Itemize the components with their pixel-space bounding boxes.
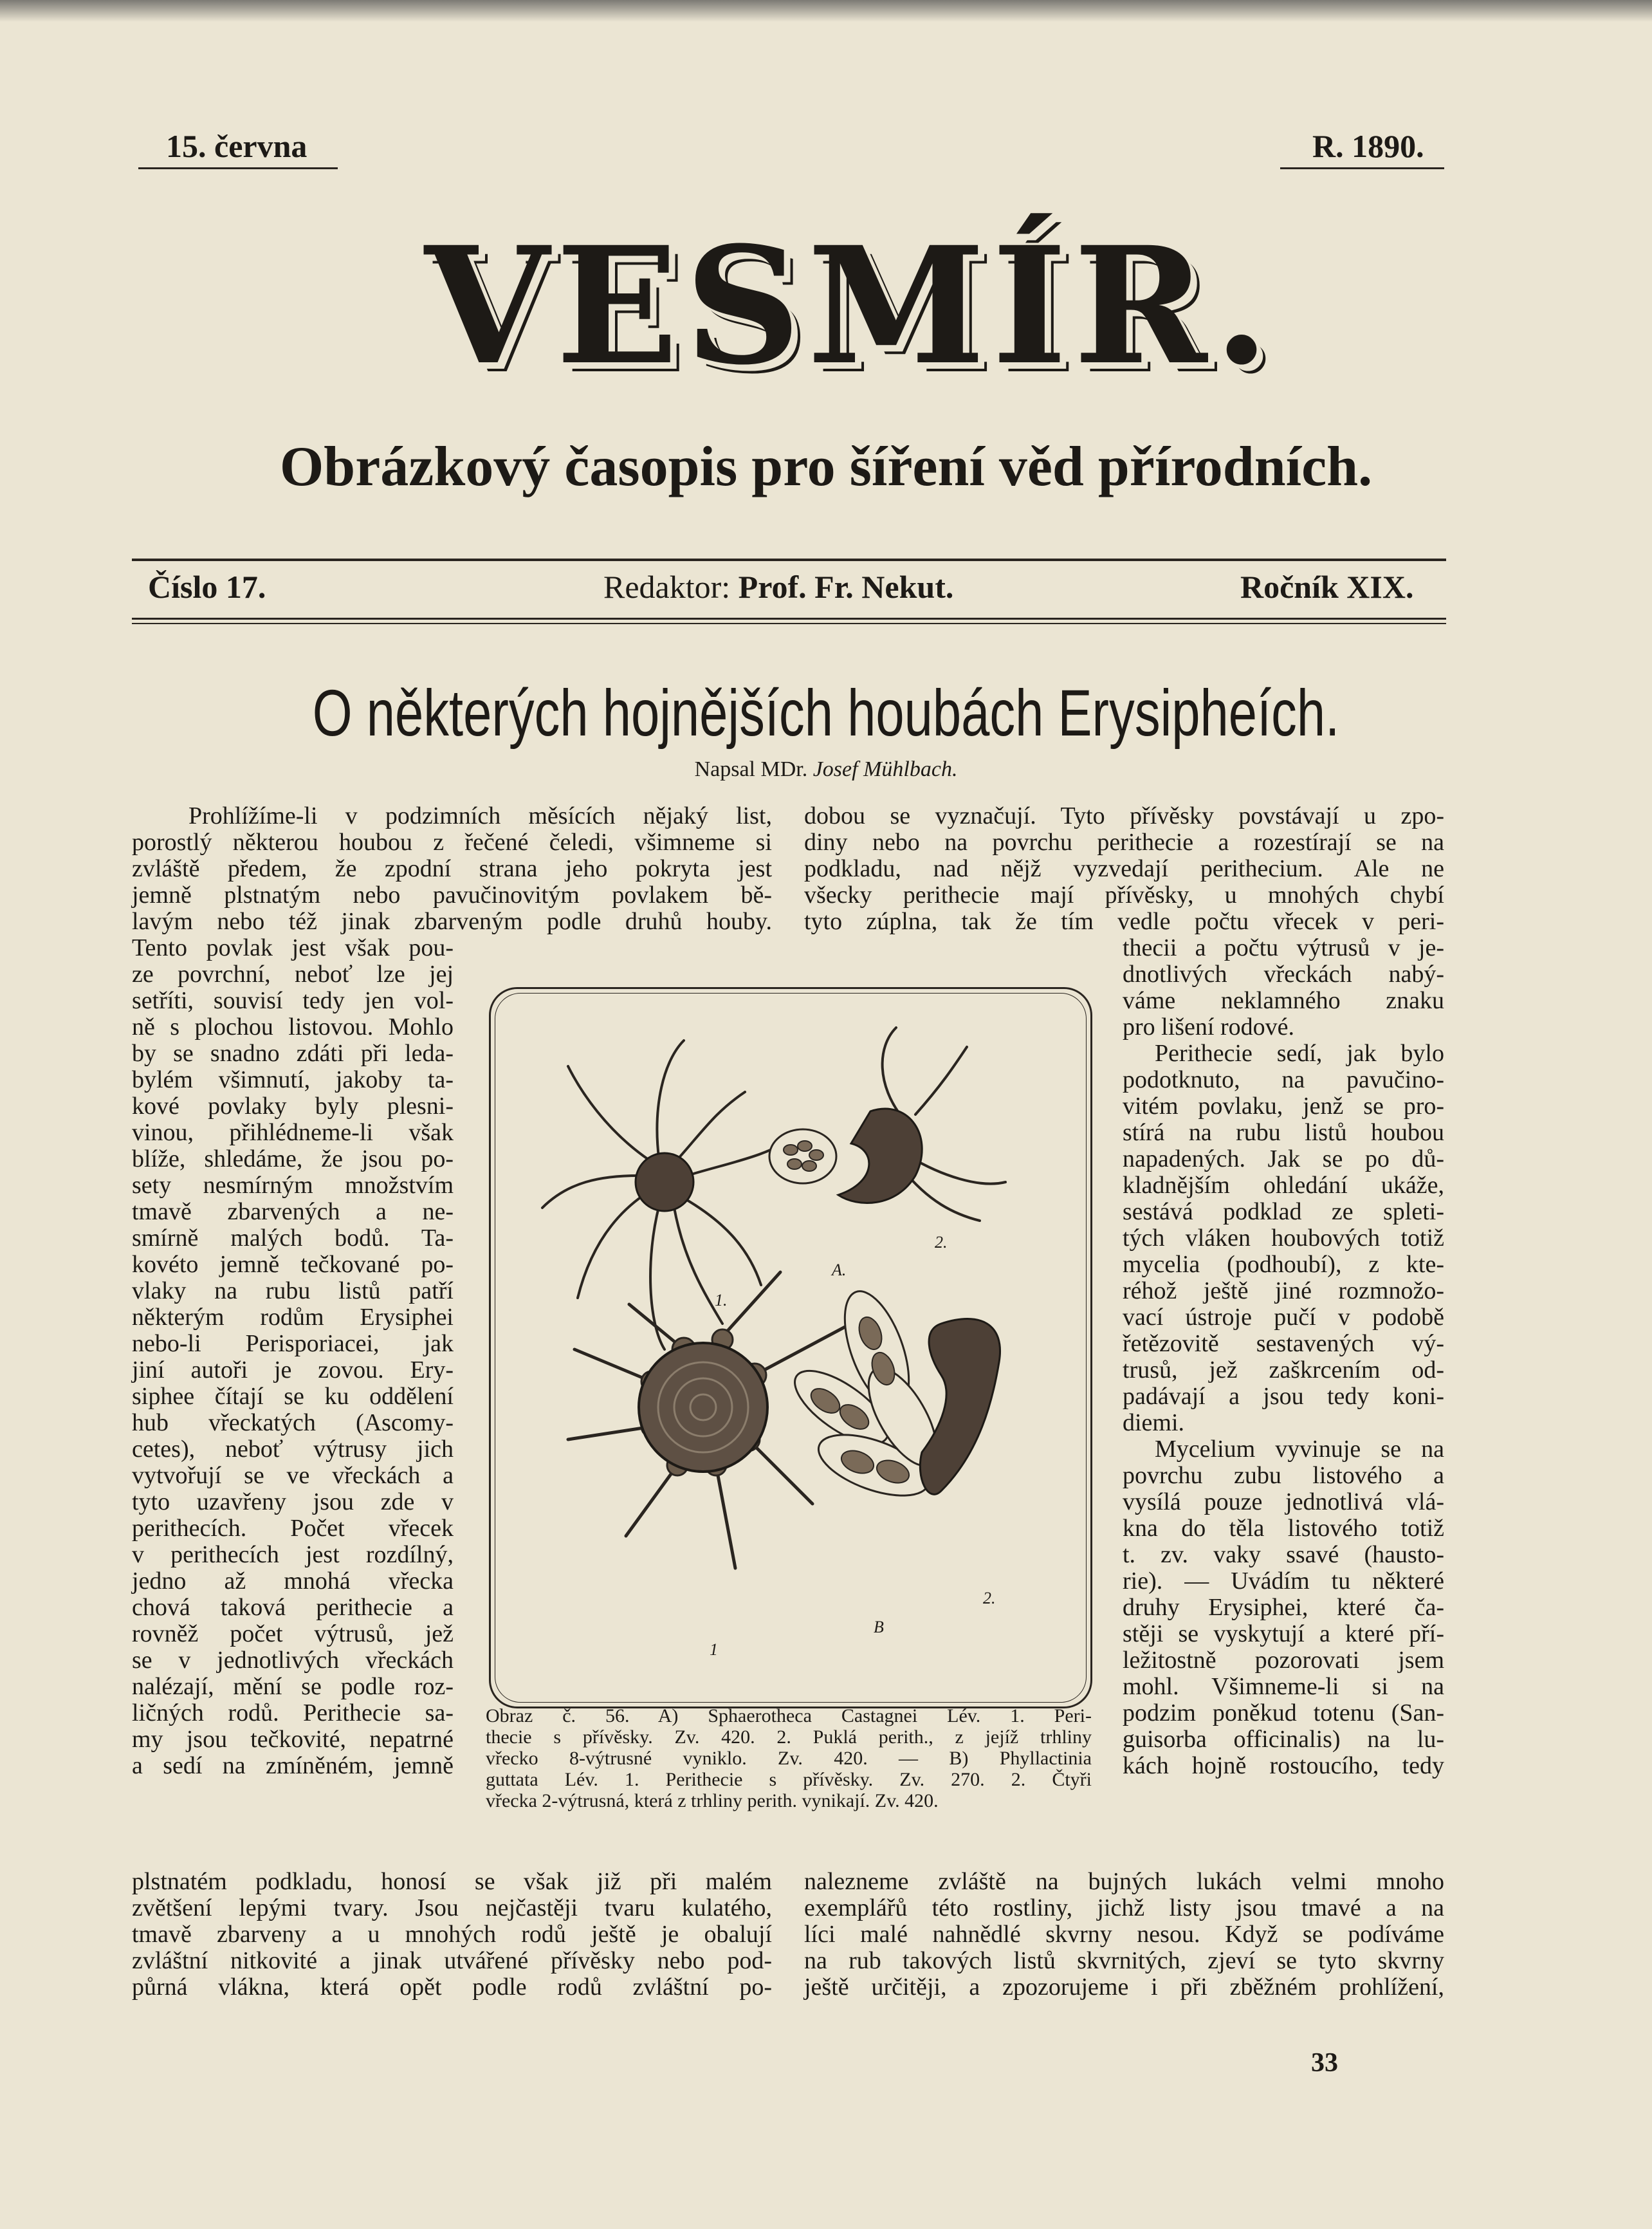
- text-line: jiní autoři je zovou. Ery-: [132, 1356, 454, 1383]
- text-line: tých vláken houbových totiž: [1123, 1225, 1444, 1252]
- text-line: ležitostně pozorovati jsem: [1123, 1647, 1444, 1674]
- perithecium-b1-appendages: [568, 1272, 851, 1568]
- text-line: cetes), neboť výtrusy jich: [132, 1436, 454, 1463]
- text-line: jemně plstnatým nebo pavučinovitým povlakem bě-: [132, 882, 772, 909]
- article-title: O některých hojnějších houbách Erysipheích.: [312, 676, 1340, 750]
- text-line: sety nesmírným množstvím: [132, 1172, 454, 1199]
- editor-name: Prof. Fr. Nekut.: [738, 569, 954, 605]
- text-line: zvětšení lepými tvary. Jsou nejčastěji tvaru kulatého,: [132, 1894, 772, 1921]
- text-line: siphee čítají se ku oddělení: [132, 1383, 454, 1410]
- text-line: tmavě zbarveny a u mnohých rodů ještě je obalují: [132, 1921, 772, 1948]
- text-line: vací ústroje pučí v podobě: [1123, 1304, 1444, 1331]
- figure-label-a1: 1.: [715, 1291, 728, 1309]
- perithecium-wall-b2: [920, 1319, 1000, 1495]
- figure-caption: [486, 1705, 1092, 1811]
- text-line: líci malé nahnědlé skvrny nesou. Když se podíváme: [804, 1921, 1444, 1948]
- editor-line: [603, 568, 953, 606]
- text-line: réhož ještě jiné rozmnožo-: [1123, 1277, 1444, 1304]
- figure-labels: [710, 1233, 996, 1659]
- text-line: smírně malých bodů. Ta-: [132, 1225, 454, 1252]
- text-line: t. zv. vaky ssavé (hausto-: [1123, 1541, 1444, 1568]
- text-line: nalezneme zvláště na bujných lukách velmi mnoho: [804, 1868, 1444, 1895]
- figure-label-b2: 2.: [983, 1589, 996, 1607]
- text-line: podotknuto, na pavučino-: [1123, 1066, 1444, 1093]
- col1-narrow-text: [132, 935, 454, 1779]
- figure-frame: [489, 987, 1092, 1708]
- issue-year: R. 1890.: [1312, 128, 1424, 164]
- text-line: Mycelium vyvinuje se na: [1155, 1436, 1444, 1463]
- text-line: trusů, jež zaškrcením od-: [1123, 1356, 1444, 1383]
- figure-label-b: B: [874, 1618, 884, 1636]
- text-line: exemplářů této rostliny, jichž listy jsou tmavé a na: [804, 1894, 1444, 1921]
- text-line: kové povlaky byly plesni-: [132, 1093, 454, 1120]
- issue-bar-bottom-rule: [132, 618, 1446, 620]
- text-line: Prohlížíme-li v podzimních měsících nějaký list,: [188, 802, 772, 829]
- text-line: ličných rodů. Perithecie sa-: [132, 1699, 454, 1726]
- col1-bottom-paragraph: [132, 1869, 772, 2001]
- text-line: mycelia (podhoubí), z kte-: [1123, 1251, 1444, 1278]
- text-line: napadených. Jak se po dů-: [1123, 1145, 1444, 1172]
- text-line: Tento povlak jest však pou-: [132, 934, 454, 961]
- text-line: stírá na rubu listů houbou: [1123, 1119, 1444, 1146]
- burst-perithecium-a2: [838, 1109, 922, 1203]
- text-line: tmavě zbarvených a ne-: [132, 1198, 454, 1225]
- page-number: 33: [1311, 2048, 1338, 2078]
- text-line: všecky perithecie mají přívěsky, u mnohých chybí: [804, 882, 1444, 909]
- text-line: mohl. Všimneme-li si na: [1123, 1673, 1444, 1700]
- text-line: tyto zúplna, tak že tím vedle počtu vřecek v peri-: [804, 908, 1444, 935]
- text-line: sestává podklad ze spleti-: [1123, 1198, 1444, 1225]
- text-line: thecii a počtu výtrusů v je-: [1123, 934, 1444, 961]
- text-line: guisorba officinalis) na lu-: [1123, 1726, 1444, 1753]
- text-line: se v jednotlivých vřeckách: [132, 1647, 454, 1674]
- text-line: kna do těla listového totiž: [1123, 1515, 1444, 1542]
- text-line: některým rodům Erysiphei: [132, 1304, 454, 1331]
- ascus-a2: [769, 1129, 836, 1183]
- text-line: dobou se vyznačují. Tyto přívěsky povstávají u zpo-: [804, 802, 1444, 829]
- text-line: zvláště předem, že zpodní strana jeho pokryta jest: [132, 855, 772, 882]
- text-line: vlaky na rubu listů patří: [132, 1277, 454, 1304]
- perithecium-a1: [636, 1153, 693, 1211]
- text-line: na rub takových listů skvrnitých, zjeví se tyto skvrny: [804, 1947, 1444, 1974]
- text-line: dnotlivých vřeckách nabý-: [1123, 961, 1444, 988]
- masthead-title: VESMÍR.: [425, 211, 1276, 400]
- perithecium-a1-appendages: [542, 1041, 793, 1349]
- text-line: vysílá pouze jednotlivá vlá-: [1123, 1488, 1444, 1515]
- text-line: nebo-li Perisporiacei, jak: [132, 1330, 454, 1357]
- perithecium-b1: [639, 1343, 767, 1472]
- header-rule-left: [138, 167, 338, 169]
- caption-line: Obraz č. 56. A) Sphaerotheca Castagnei Lév. 1. Peri-: [486, 1705, 1092, 1726]
- text-line: blíže, shledáme, že jsou po-: [132, 1145, 454, 1172]
- text-line: porostlý některou houbou z řečené čeledi, všimneme si: [132, 829, 772, 856]
- header-rule-right: [1280, 167, 1444, 169]
- text-line: kovéto jemně tečkované po-: [132, 1251, 454, 1278]
- col1-top-paragraph: [132, 803, 772, 935]
- text-line: jedno až mnohá vřecka: [132, 1568, 454, 1595]
- text-line: kách hojně rostoucího, tedy: [1123, 1752, 1444, 1779]
- text-line: vitém povlaku, jenž se pro-: [1123, 1093, 1444, 1120]
- figure-illustration: [491, 989, 1090, 1706]
- caption-line: thecie s přívěsky. Zv. 420. 2. Puklá perith., z jejíž trhliny: [486, 1726, 1092, 1748]
- author-name: Josef Mühlbach.: [812, 757, 958, 781]
- figure-label-a2: 2.: [935, 1233, 948, 1252]
- issue-bar-top-rule: [132, 559, 1446, 561]
- text-line: řetězovitě sestavených vý-: [1123, 1330, 1444, 1357]
- text-line: perithecích. Počet vřecek: [132, 1515, 454, 1542]
- text-line: zvláštní nitkovité a jinak utvářené přívěsky nebo pod-: [132, 1947, 772, 1974]
- text-line: chová taková perithecie a: [132, 1594, 454, 1621]
- masthead-subtitle: Obrázkový časopis pro šíření věd přírodních.: [279, 436, 1373, 498]
- text-line: padávají a jsou tedy koni-: [1123, 1383, 1444, 1410]
- text-line: kladnějším ohledání ukáže,: [1123, 1172, 1444, 1199]
- text-line: rie). — Uvádím tu některé: [1123, 1568, 1444, 1595]
- text-line: lavým nebo též jinak zbarveným podle druhů houby.: [132, 908, 772, 935]
- text-line: by se snadno zdáti při leda-: [132, 1040, 454, 1067]
- perithecium-a2-appendages: [883, 1028, 1005, 1221]
- figure-label-a: A.: [832, 1261, 847, 1279]
- text-line: my jsou tečkovité, nepatrné: [132, 1726, 454, 1753]
- caption-line: vřecko 8-výtrusné vyniklo. Zv. 420. — B) Phyllactinia: [486, 1748, 1092, 1769]
- asci-b2: [784, 1283, 950, 1508]
- text-line: ještě určitěji, a zpozorujeme i při zběžném prohlížení,: [804, 1974, 1444, 2001]
- col2-narrow-text: [1123, 935, 1444, 1779]
- text-line: půrná vlákna, která opět podle rodů zvláštní po-: [132, 1974, 772, 2001]
- text-line: podkladu, nad nějž vyzvedají perithecium. Ale ne: [804, 855, 1444, 882]
- text-line: bylém všimnutí, jakoby ta-: [132, 1066, 454, 1093]
- text-line: druhy Erysiphei, které ča-: [1123, 1594, 1444, 1621]
- text-line: váme neklamného znaku: [1123, 987, 1444, 1014]
- figure-label-b1: 1: [710, 1640, 718, 1659]
- caption-line: vřecka 2-výtrusná, která z trhliny perith. vynikají. Zv. 420.: [486, 1790, 939, 1811]
- text-line: v perithecích jest rozdílný,: [132, 1541, 454, 1568]
- text-line: tyto uzavřeny jsou zde v: [132, 1488, 454, 1515]
- perithecium-b1-texture: [658, 1362, 748, 1452]
- ascospores-b2: [807, 1314, 912, 1487]
- text-line: stěji se vyskytují a které pří-: [1123, 1620, 1444, 1647]
- text-line: vinou, přihlédneme-li však: [132, 1119, 454, 1146]
- byline-prefix: Napsal MDr.: [694, 757, 808, 781]
- col2-top-paragraph: [804, 803, 1444, 935]
- text-line: vytvořují se ve vřeckách a: [132, 1462, 454, 1489]
- text-line: Perithecie sedí, jak bylo: [1155, 1040, 1444, 1067]
- text-line: ně s plochou listovou. Mohlo: [132, 1013, 454, 1041]
- col2-bottom-paragraph: [804, 1869, 1444, 2001]
- caption-line: guttata Lév. 1. Perithecie s přívěsky. Zv. 270. 2. Čtyři: [486, 1769, 1092, 1790]
- text-line: podzim poněkud totenu (San-: [1123, 1699, 1444, 1726]
- text-line: diemi.: [1123, 1409, 1185, 1436]
- perithecium-b1-bulbs: [641, 1329, 766, 1475]
- text-line: plstnatém podkladu, honosí se však již při malém: [132, 1868, 772, 1895]
- issue-date: 15. června: [166, 128, 307, 164]
- volume-number: Ročník XIX.: [1240, 569, 1414, 605]
- ascospores-a2: [784, 1141, 823, 1171]
- text-line: rovněž počet výtrusů, jež: [132, 1620, 454, 1647]
- byline: [0, 757, 1652, 782]
- text-line: setříti, souvisí tedy jen vol-: [132, 987, 454, 1014]
- editor-label: Redaktor:: [603, 569, 731, 605]
- text-line: diny nebo na povrchu perithecie a rozestírají se na: [804, 829, 1444, 856]
- text-line: ze povrchní, neboť lze jej: [132, 961, 454, 988]
- text-line: nalézají, mění se podle roz-: [132, 1673, 454, 1700]
- text-line: pro lišení rodové.: [1123, 1013, 1295, 1041]
- text-line: povrchu zubu listového a: [1123, 1462, 1444, 1489]
- issue-bar-bottom-rule-2: [132, 623, 1446, 624]
- text-line: a sedí na zmíněném, jemně: [132, 1752, 454, 1779]
- text-line: hub vřeckatých (Ascomy-: [132, 1409, 454, 1436]
- issue-number: Číslo 17.: [148, 569, 266, 605]
